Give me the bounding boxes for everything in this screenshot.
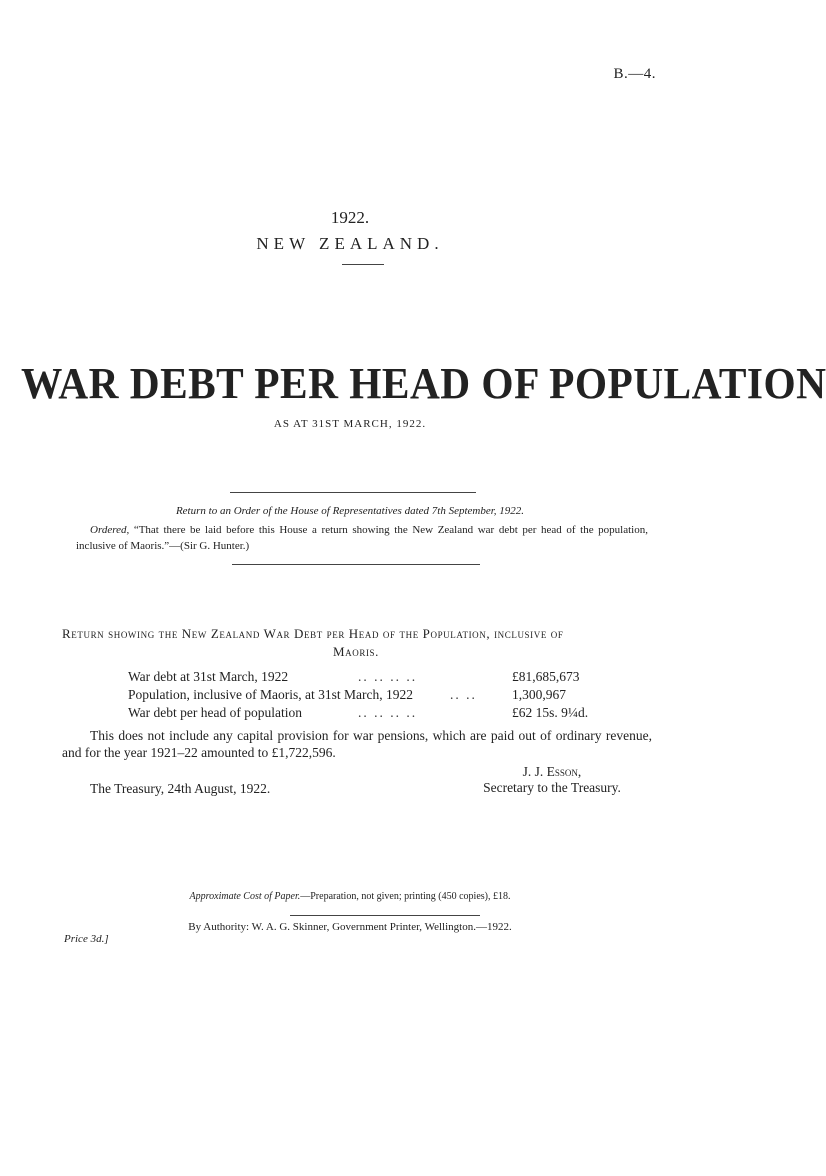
- row-label: War debt per head of population: [128, 705, 302, 720]
- row-value: £81,685,673: [512, 669, 580, 684]
- signatory-title: Secretary to the Treasury.: [483, 780, 621, 795]
- row-value: £62 15s. 9¼d.: [512, 705, 589, 720]
- return-heading-line2: Maoris.: [332, 644, 379, 659]
- cost-of-paper-note: [0, 891, 700, 902]
- document-reference: B.—4.: [613, 66, 656, 82]
- row-value: 1,300,967: [512, 687, 566, 702]
- authority-rule: [290, 915, 480, 916]
- ordered-text: “That there be laid before this House a return showing the New Zealand war debt per head of the population, inclusive of Maoris.”—(Sir G. Hunter.): [76, 524, 648, 552]
- return-row: [128, 669, 588, 689]
- ordered-prefix: Ordered,: [90, 524, 130, 536]
- leader-dots: .. ..: [450, 687, 477, 702]
- masthead-country: NEW ZEALAND.: [256, 234, 444, 253]
- return-footnote: This does not include any capital provision for war pensions, which are paid out of ordinary revenue, and for the year 1921–22 amounted to £1,722,596.: [62, 728, 652, 760]
- leader-dots: .. .. .. ..: [358, 669, 418, 684]
- row-label: War debt at 31st March, 1922: [128, 669, 289, 684]
- price-note: Price 3d.]: [64, 933, 109, 945]
- cost-label: Approximate Cost of Paper.: [189, 891, 301, 902]
- order-top-rule: [230, 492, 476, 493]
- cost-text: —Preparation, not given; printing (450 copies), £18.: [300, 891, 511, 902]
- signatory-block: [452, 764, 652, 796]
- page-title: WAR DEBT PER HEAD OF POPULATION: [21, 359, 826, 408]
- order-bottom-rule: [232, 564, 480, 565]
- place-date: The Treasury, 24th August, 1922.: [90, 781, 271, 796]
- masthead-year: 1922.: [330, 208, 370, 227]
- return-heading-line1: Return showing the New Zealand War Debt per Head of the Population, inclusive of: [62, 626, 564, 641]
- printer-authority: By Authority: W. A. G. Skinner, Government Printer, Wellington.—1922.: [188, 921, 512, 933]
- return-heading: [62, 625, 650, 661]
- return-row: [128, 705, 588, 725]
- masthead-rule: [342, 264, 384, 265]
- row-label: Population, inclusive of Maoris, at 31st March, 1922: [128, 687, 413, 702]
- leader-dots: .. .. .. ..: [358, 705, 418, 720]
- return-order-note: Return to an Order of the House of Representatives dated 7th September, 1922.: [175, 505, 525, 517]
- signatory-name: J. J. Esson,: [522, 764, 582, 779]
- ordered-paragraph: [76, 522, 648, 554]
- page-subtitle: AS AT 31ST MARCH, 1922.: [273, 418, 427, 430]
- return-row: [128, 687, 588, 707]
